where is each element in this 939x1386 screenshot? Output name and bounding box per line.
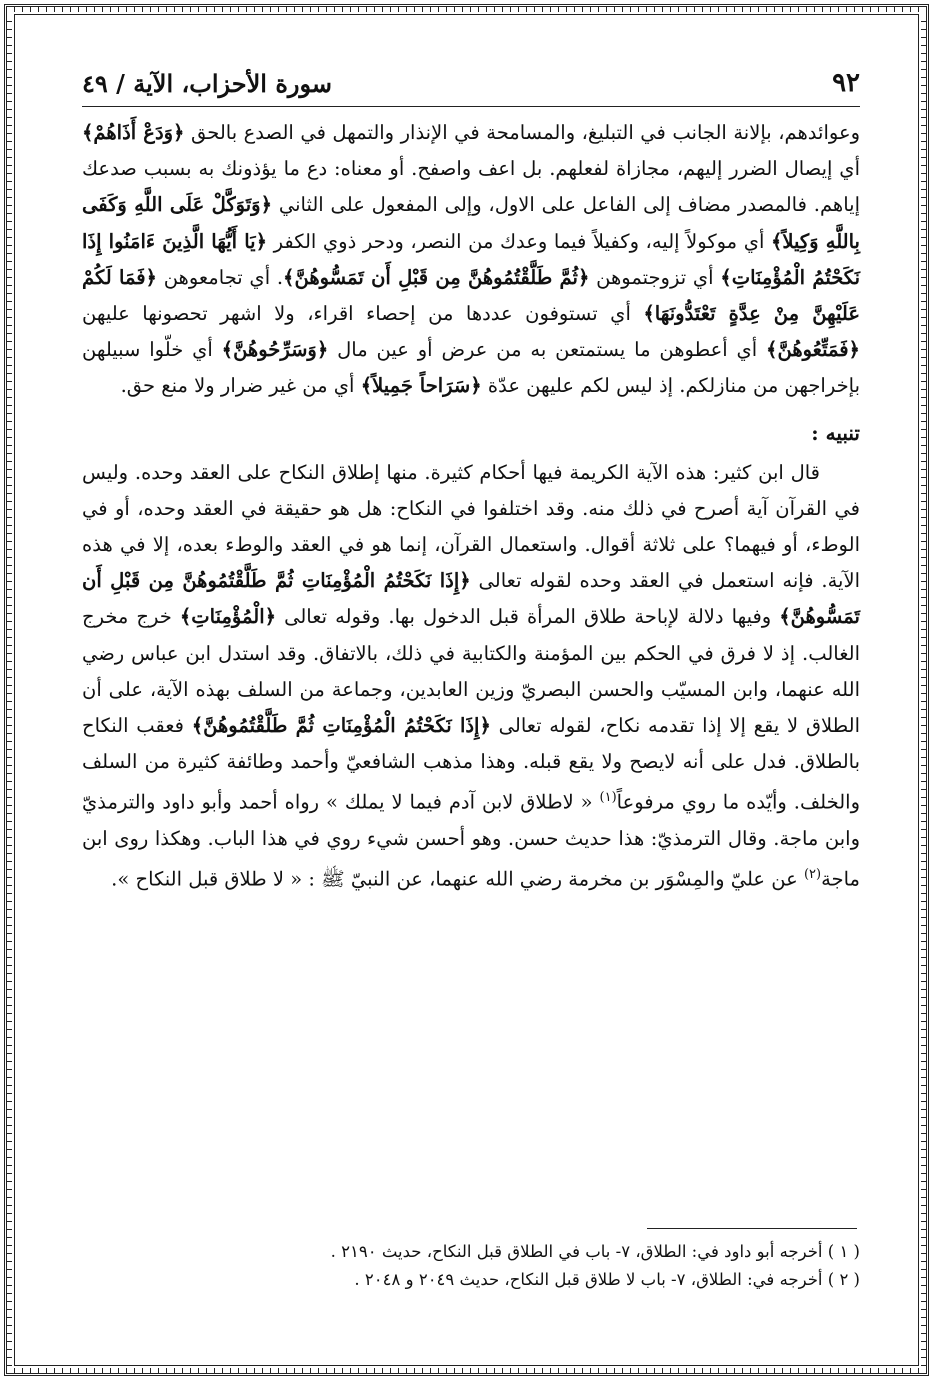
footnotes [82,1238,860,1294]
text-run: . أي تجامعوهن [156,265,284,289]
running-title: سورة الأحزاب، الآية / ٤٩ [82,68,332,98]
text-run: خرج مخرج الغالب. إذ لا فرق في الحكم بين المؤمنة والكتابية في ذلك، بالاتفاق. وقد استدل ابن عباس رضي الله عنهما، وابن المسيّب والحسن البصريّ وزين العابدين، وجماعة من السلف بهذه الآية، على أن الطلاق لا يقع إلا إذا تقدمه نكاح، لقوله تعالى [82,605,861,738]
footnote-ref: (٢) [803,867,822,883]
quran-quote: ﴿وَتَوَكَّلْ عَلَى اللَّهِ وَكَفَى بِاللَّهِ وَكِيلاً﴾ [82,193,860,253]
page-header [82,60,860,107]
footnote-separator [647,1228,857,1229]
text-run: أي تزوجتموهن [589,265,721,289]
quran-quote: ﴿وَدَعْ أَذَاهُمْ﴾ [82,121,185,144]
commentary-paragraph [82,115,860,405]
footnote-1: ( ١ ) أخرجه أبو داود في: الطلاق، ٧- باب في الطلاق قبل النكاح، حديث ٢١٩٠ . [330,1242,860,1261]
text-run: فعقب النكاح بالطلاق. فدل على أنه لايصح ولا يقع قبله. وهذا مذهب الشافعيّ وأحمد وطائفة كثيرة من السلف والخلف. وأيّده ما روي مرفوعاً [82,714,860,814]
text-run: أي خلّوا سبيلهن بإخراجهن من منازلكم. إذ ليس لكم عليهن عدّة [82,338,860,398]
quran-quote: ﴿سَرَاحاً جَمِيلاً﴾ [360,374,482,398]
text-run: أي إيصال الضرر إليهم، مجازاة لفعلهم. بل اعف واصفح. أو معناه: دع ما يؤذونك به بسبب صدعك إياهم. فالمصدر مضاف إلى الفاعل على الاول، وإلى المفعول على الثاني [82,157,860,217]
footnote-ref: (١) [599,790,617,806]
text-run: قال ابن كثير: هذه الآية الكريمة فيها أحكام كثيرة. منها إطلاق النكاح على العقد وحده. وليس في القرآن آية أصرح في ذلك منه. وقد اختلفوا في النكاح: هل هو حقيقة في العقد وحده، أو في الوطء، أو فيهما؟ على ثلاثة أقوال. واستعمال القرآن، إنما هو في العقد والوطء بعده، إلا في هذه الآية. فإنه استعمل في العقد وحده لقوله تعالى [82,460,860,593]
text-run: أي أعطوهن ما يستمتعن به من عرض أو عين مال [328,338,767,362]
section-heading: تنبيه : [811,420,860,445]
note-paragraph [82,455,860,898]
page-content [82,60,860,898]
text-run: أي تستوفون عددها من إحصاء اقراء، ولا اشهر تحصونها عليهن [82,302,644,326]
quran-quote: ﴿إِذَا نَكَحْتُمُ الْمُؤْمِنَاتِ ثُمَّ طَلَّقْتُمُوهُنَّ﴾ [191,714,491,738]
quran-quote: ﴿إِذَا نَكَحْتُمُ الْمُؤْمِنَاتِ ثُمَّ طَلَّقْتُمُوهُنَّ مِن قَبْلِ أَن تَمَسُّوهُنَّ﴾ [82,569,860,629]
text-run: أي من غير ضرار ولا منع حق. [120,374,361,398]
quran-quote: ﴿الْمُؤْمِنَاتِ﴾ [179,605,277,629]
text-run: وعوائدهم، بإلانة الجانب في التبليغ، والمسامحة في الإنذار والتمهل في الصدع بالحق [184,121,861,144]
quran-quote: ﴿ثُمَّ طَلَّقْتُمُوهُنَّ مِن قَبْلِ أَن تَمَسُّوهُنَّ﴾ [283,265,590,289]
text-run: وفيها دلالة لإباحة طلاق المرأة قبل الدخول بها. وقوله تعالى [276,605,780,629]
quran-quote: ﴿يَا أَيُّهَا الَّذِينَ ءَامَنُوا إِذَا نَكَحْتُمُ الْمُؤْمِنَاتِ﴾ [82,229,861,289]
text-run: أي موكولاً إليه، وكفيلاً فيما وعدك من النصر، ودحر ذوي الكفر [267,229,771,253]
main-text [82,115,860,898]
footnote-2: ( ٢ ) أخرجه في: الطلاق، ٧- باب لا طلاق قبل النكاح، حديث ٢٠٤٩ و ٢٠٤٨ . [354,1270,860,1289]
quran-quote: ﴿فَمَا لَكُمْ عَلَيْهِنَّ مِنْ عِدَّةٍ تَعْتَدُّونَهَا﴾ [82,265,860,326]
text-run: « لاطلاق لابن آدم فيما لا يملك » رواه أحمد وأبو داود والترمذيّ وابن ماجة. وقال الترمذيّ: هذا حديث حسن. وهو أحسن شيء روي في هذا الباب. وهكذا روى ابن ماجة [82,790,860,891]
quran-quote: ﴿فَمَتِّعُوهُنَّ﴾ [766,338,860,362]
page-number: ٩٢ [832,68,860,98]
quran-quote: ﴿وَسَرِّحُوهُنَّ﴾ [221,338,329,362]
text-run: عن عليّ والمِسْوَر بن مخرمة رضي الله عنهما، عن النبيّ ﷺ : « لا طلاق قبل النكاح ». [111,867,804,891]
